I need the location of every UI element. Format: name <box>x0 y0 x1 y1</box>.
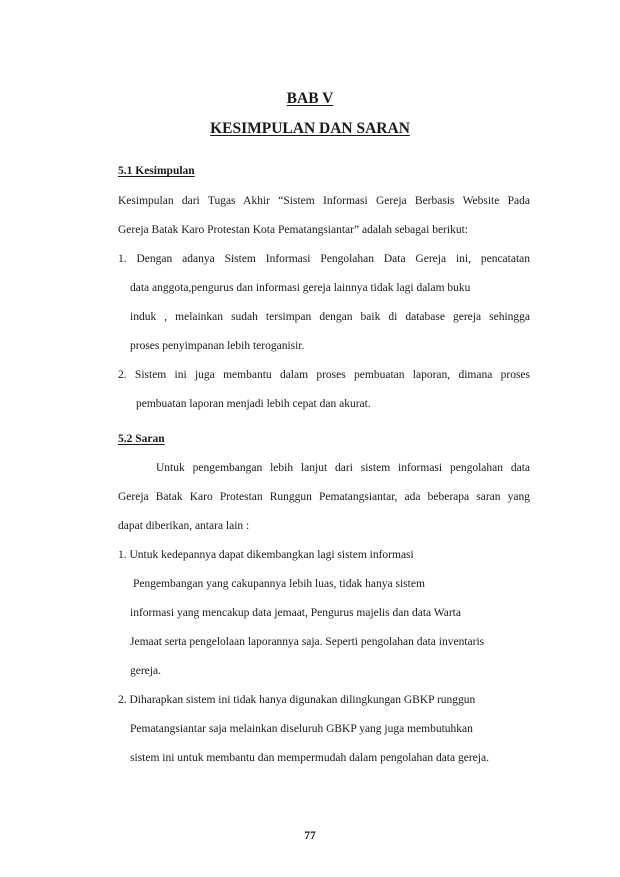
section-heading-kesimpulan: 5.1 Kesimpulan <box>118 165 195 177</box>
list-item-line: 1. Dengan adanya Sistem Informasi Pengolahan Data Gereja ini, pencatatan <box>118 253 530 265</box>
paragraph-line: Kesimpulan dari Tugas Akhir “Sistem Informasi Gereja Berbasis Website Pada <box>118 195 530 207</box>
paragraph-line: dapat diberikan, antara lain : <box>118 520 250 532</box>
list-item-line: 2. Diharapkan sistem ini tidak hanya digunakan dilingkungan GBKP runggun <box>118 694 476 706</box>
paragraph-line: Gereja Batak Karo Protestan Kota Pematangsiantar” adalah sebagai berikut: <box>118 224 468 236</box>
list-item-line: pembuatan laporan menjadi lebih cepat dan akurat. <box>136 398 371 410</box>
list-item-line: gereja. <box>130 665 161 677</box>
page-number: 77 <box>304 830 316 842</box>
paragraph-line: Gereja Batak Karo Protestan Runggun Pematangsiantar, ada beberapa saran yang <box>118 491 530 503</box>
list-item-line: informasi yang mencakup data jemaat, Pengurus majelis dan data Warta <box>130 607 461 619</box>
list-item-line: sistem ini untuk membantu dan mempermudah dalam pengolahan data gereja. <box>130 752 489 764</box>
list-item-line: Jemaat serta pengelolaan laporannya saja. Seperti pengolahan data inventaris <box>130 636 485 648</box>
list-item-line: 2. Sistem ini juga membantu dalam proses pembuatan laporan, dimana proses <box>118 369 530 381</box>
list-item-line: data anggota,pengurus dan informasi gereja lainnya tidak lagi dalam buku <box>130 282 471 294</box>
section-heading-saran: 5.2 Saran <box>118 433 165 445</box>
chapter-title: KESIMPULAN DAN SARAN <box>210 120 410 137</box>
list-item-line: proses penyimpanan lebih teroganisir. <box>130 340 305 352</box>
list-item-line: induk , melainkan sudah tersimpan dengan baik di database gereja sehingga <box>130 311 530 323</box>
chapter-number: BAB V <box>286 90 334 107</box>
list-item-line: Pematangsiantar saja melainkan diseluruh GBKP yang juga membutuhkan <box>130 723 473 735</box>
paragraph-line: Untuk pengembangan lebih lanjut dari sistem informasi pengolahan data <box>156 462 530 474</box>
list-item-line: Pengembangan yang cakupannya lebih luas, tidak hanya sistem <box>133 578 425 590</box>
list-item-line: 1. Untuk kedepannya dapat dikembangkan lagi sistem informasi <box>118 549 414 561</box>
